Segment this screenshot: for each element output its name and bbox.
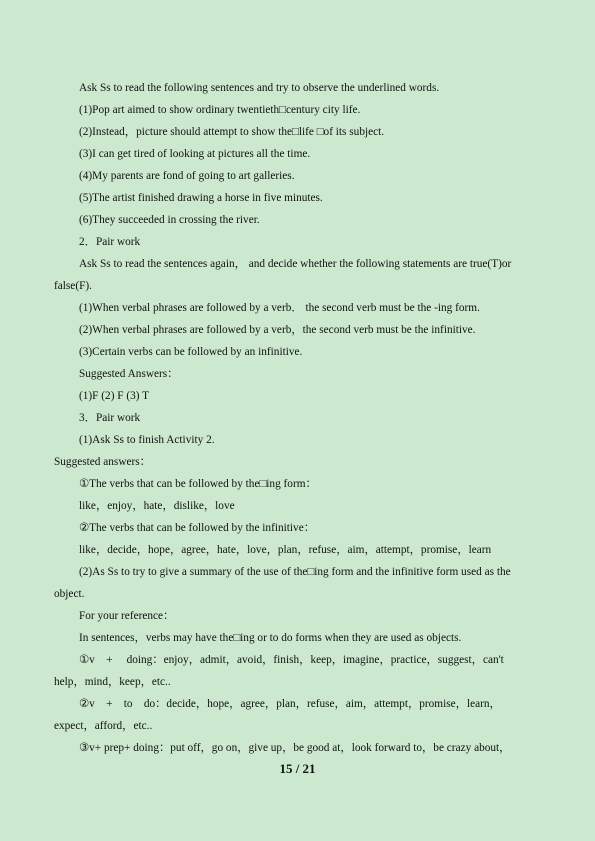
text-line: ②v + to do：decide，hope，agree，plan，refuse，aim，attempt，promise，learn， (79, 698, 501, 710)
text-line: false(F). (54, 280, 92, 292)
text-line: object. (54, 588, 85, 600)
text-line: (2)When verbal phrases are followed by a verb，the second verb must be the infinitive. (79, 324, 476, 336)
text-line: (3)I can get tired of looking at pictures all the time. (79, 148, 311, 160)
text-line: ③v+ prep+ doing：put off，go on，give up，be good at，look forward to，be crazy about， (79, 742, 511, 754)
section-heading: 2．Pair work (79, 236, 141, 248)
text-line: (1)Pop art aimed to show ordinary twentieth□century city life. (79, 104, 361, 116)
text-line: ②The verbs that can be followed by the infinitive： (79, 522, 315, 534)
text-line: (5)The artist finished drawing a horse in five minutes. (79, 192, 323, 204)
text-line: Ask Ss to read the following sentences and try to observe the underlined words. (79, 82, 440, 94)
text-line: like，decide，hope，agree，hate，love，plan，refuse，aim，attempt，promise，learn (79, 544, 492, 556)
text-line: In sentences，verbs may have the□ing or to do forms when they are used as objects. (79, 632, 462, 644)
text-line: For your reference： (79, 610, 175, 622)
text-line: Ask Ss to read the sentences again， and decide whether the following statements are true(T)or (79, 258, 512, 270)
text-line: help，mind，keep，etc.. (54, 676, 171, 688)
text-line: expect，afford，etc.. (54, 720, 153, 732)
text-line: (4)My parents are fond of going to art galleries. (79, 170, 295, 182)
text-line: like，enjoy，hate，dislike，love (79, 500, 235, 512)
text-line: Suggested Answers： (79, 368, 179, 380)
section-heading: 3．Pair work (79, 412, 141, 424)
text-line: (1)When verbal phrases are followed by a verb． the second verb must be the -ing form. (79, 302, 480, 314)
text-line: (3)Certain verbs can be followed by an infinitive. (79, 346, 303, 358)
text-line: (1)F (2) F (3) T (79, 390, 150, 402)
text-line: ①The verbs that can be followed by the□ing form： (79, 478, 317, 490)
text-line: ①v + doing：enjoy，admit，avoid，finish，keep，imagine，practice，suggest，can't (79, 654, 504, 666)
text-line: (1)Ask Ss to finish Activity 2. (79, 434, 215, 446)
text-line: Suggested answers： (54, 456, 151, 468)
text-line: (6)They succeeded in crossing the river. (79, 214, 260, 226)
text-line: (2)As Ss to try to give a summary of the use of the□ing form and the infinitive form used as the (79, 566, 511, 578)
page-number: 15 / 21 (279, 761, 316, 776)
text-line: (2)Instead，picture should attempt to show the□life □of its subject. (79, 126, 385, 138)
